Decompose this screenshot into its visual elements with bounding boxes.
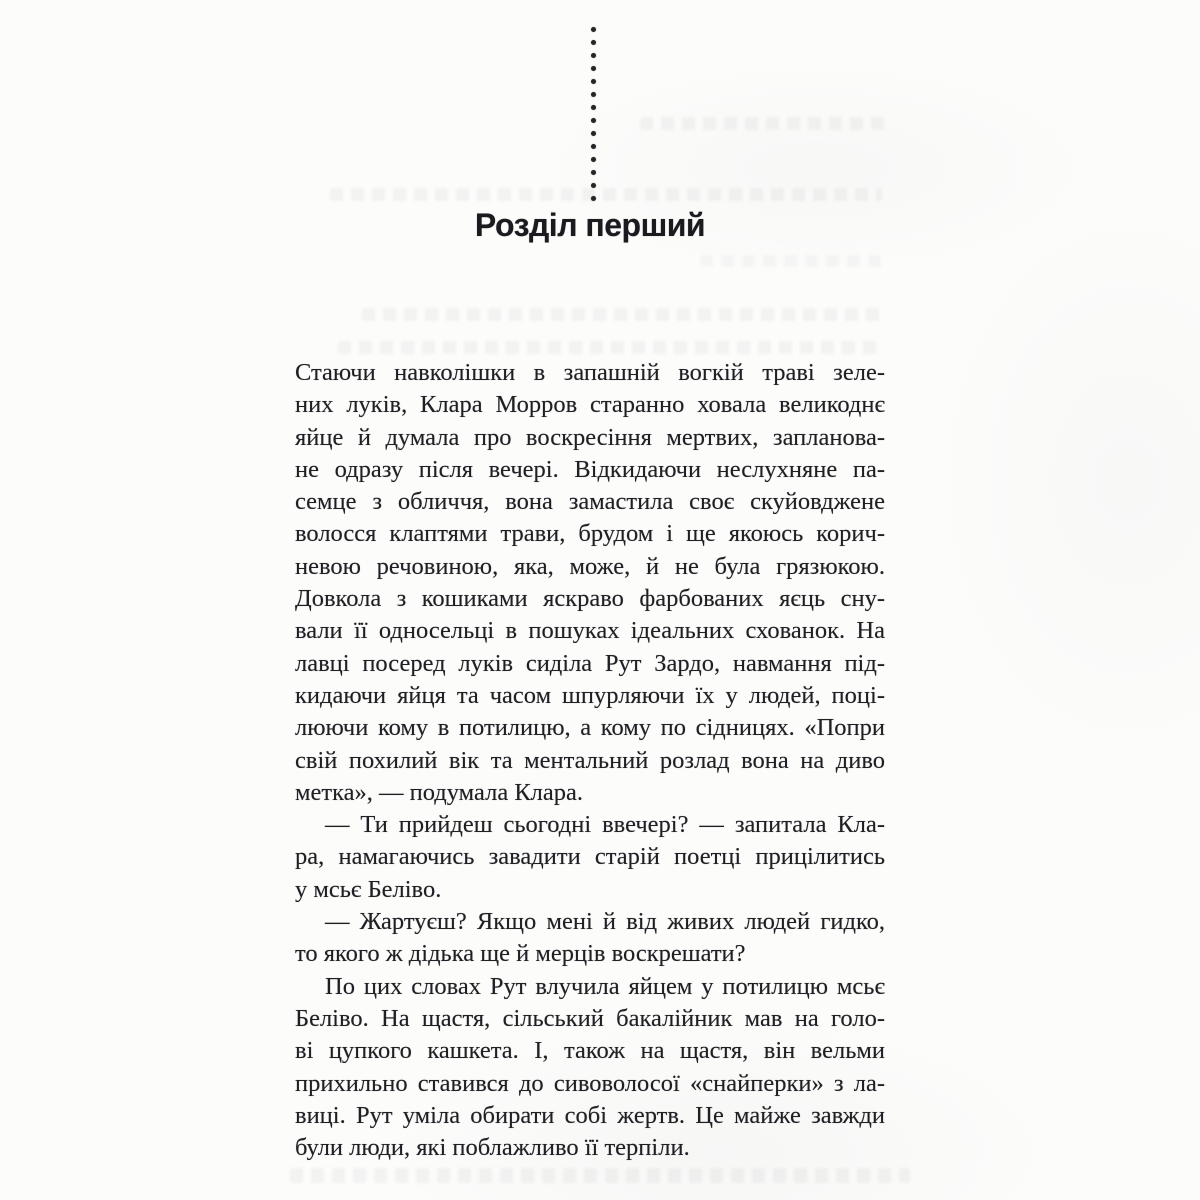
- ornament-dot: [591, 196, 596, 201]
- text-line: люючи кому в потилицю, а кому по сідницях. «Попри: [295, 714, 885, 742]
- ornament-dot: [591, 53, 596, 58]
- ornament-dot: [591, 183, 596, 188]
- bleed-through-ghost: [700, 255, 885, 267]
- text-line: лавці посеред луків сиділа Рут Зардо, навмання під-: [295, 649, 885, 677]
- text-line: були люди, які поблажливо її терпіли.: [295, 1134, 690, 1162]
- text-line: них луків, Клара Морров старанно ховала великоднє: [295, 391, 885, 419]
- text-line: свій похилий вік та ментальний розлад вона на диво: [295, 746, 885, 774]
- text-line: семце з обличчя, вона замастила своє скуйовджене: [295, 488, 885, 516]
- text-line: прихильно ставився до сивоволосої «снайперки» з ла-: [295, 1069, 885, 1097]
- ornament-dot: [591, 144, 596, 149]
- ornament-dot: [591, 118, 596, 123]
- chapter-ornament-dotted-line: [591, 27, 596, 201]
- text-line: невою речовиною, яка, може, й не була грязюкою.: [295, 552, 885, 580]
- text-line: волосся клаптями трави, брудом і ще якоюсь корич-: [295, 520, 885, 548]
- chapter-heading: Розділ перший: [474, 207, 706, 243]
- bleed-through-ghost: [338, 341, 884, 354]
- ornament-dot: [591, 79, 596, 84]
- text-line: метка», — подумала Клара.: [295, 778, 584, 806]
- bleed-through-ghost: [290, 1168, 910, 1183]
- ornament-dot: [591, 66, 596, 71]
- bleed-through-ghost: [362, 308, 884, 321]
- ornament-dot: [591, 27, 596, 32]
- text-line: не одразу після вечері. Відкидаючи неслухняне па-: [295, 455, 885, 483]
- text-line: ра, намагаючись завадити старій поетці прицілитись: [295, 843, 885, 871]
- text-line: у мсьє Беліво.: [295, 875, 442, 903]
- text-line: вали її односельці в пошуках ідеальних схованок. На: [295, 617, 885, 645]
- text-line: яйце й думала про воскресіння мертвих, запланова-: [295, 423, 885, 451]
- text-line: то якого ж дідька ще й мерців воскрешати?: [295, 940, 746, 968]
- text-line: ві цупкого кашкета. І, також на щастя, він вельми: [295, 1037, 885, 1065]
- ornament-dot: [591, 105, 596, 110]
- text-line: Беліво. На щастя, сільський бакалійник мав на голо-: [295, 1004, 885, 1032]
- text-line: кидаючи яйця та часом шпурляючи їх у людей, поці-: [295, 681, 885, 709]
- ornament-dot: [591, 40, 596, 45]
- ornament-dot: [591, 157, 596, 162]
- bleed-through-ghost: [640, 117, 888, 130]
- ornament-dot: [591, 131, 596, 136]
- text-line: По цих словах Рут влучила яйцем у потилицю мсьє: [325, 972, 885, 1000]
- text-line: Довкола з кошиками яскраво фарбованих яєць сну-: [295, 585, 885, 613]
- text-line: Стаючи навколішки в запашній вогкій траві зеле-: [295, 359, 885, 386]
- text-line: виці. Рут уміла обирати собі жертв. Це майже завжди: [295, 1101, 885, 1129]
- body-text: [295, 357, 885, 1164]
- ornament-dot: [591, 170, 596, 175]
- text-line: — Жартуєш? Якщо мені й від живих людей гидко,: [325, 908, 885, 936]
- text-line: — Ти прийдеш сьогодні ввечері? — запитала Кла-: [325, 811, 885, 839]
- ornament-dot: [591, 92, 596, 97]
- bleed-through-ghost: [330, 188, 882, 201]
